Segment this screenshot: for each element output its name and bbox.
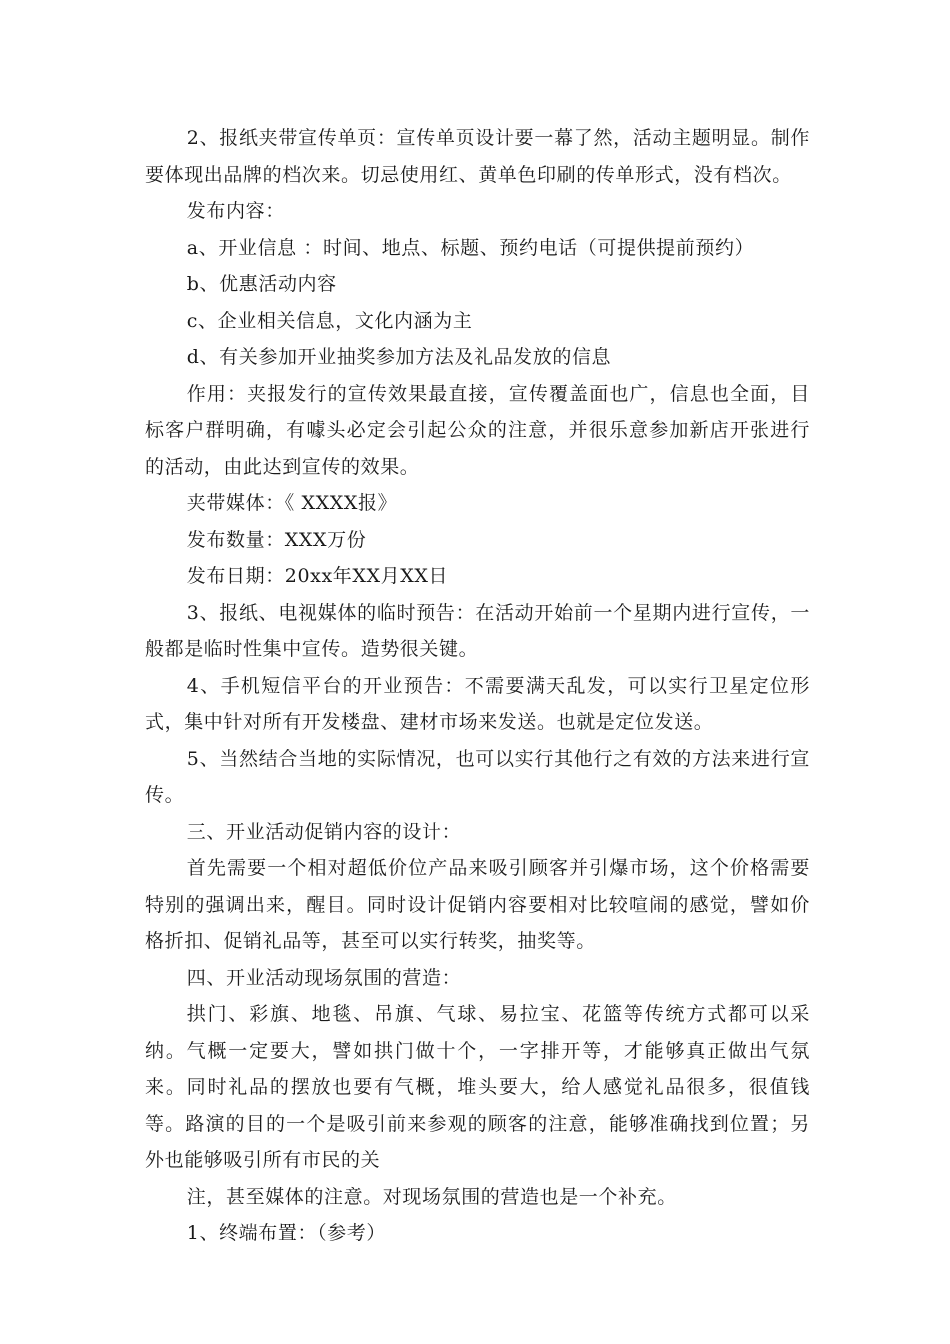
list-item-c: c、企业相关信息，文化内涵为主	[186, 309, 473, 332]
document-body	[145, 120, 810, 1252]
paragraph-date: 发布日期：20xx年XX月XX日	[186, 565, 449, 587]
paragraph-sms-preview: 4、手机短信平台的开业预告：不需要满天乱发，可以实行卫星定位形式，集中针对所有开发楼盘、建材市场来发送。也就是定位发送。	[145, 674, 810, 733]
list-item-a: a、开业信息 ：时间、地点、标题、预约电话（可提供提前预约）	[186, 236, 755, 259]
paragraph-quantity: 发布数量：XXX万份	[186, 528, 367, 551]
paragraph-media: 夹带媒体：《 XXXX报》	[186, 492, 398, 514]
list-item-d: d、有关参加开业抽奖参加方法及礼品发放的信息	[186, 346, 612, 368]
section-heading-atmosphere: 四、开业活动现场氛围的营造：	[186, 966, 462, 989]
paragraph-publish-content: 发布内容：	[186, 200, 285, 222]
paragraph-promotion: 首先需要一个相对超低价位产品来吸引顾客并引爆市场，这个价格需要特别的强调出来，醒目。同时设计促销内容要相对比较喧闹的感觉，譬如价格折扣、促销礼品等，甚至可以实行转奖，抽奖等。	[145, 857, 810, 952]
list-item-b: b、优惠活动内容	[186, 273, 337, 295]
paragraph-atmosphere-continued: 注，甚至媒体的注意。对现场氛围的营造也是一个补充。	[186, 1185, 677, 1208]
paragraph-flyer-insert: 2、报纸夹带宣传单页：宣传单页设计要一幕了然，活动主题明显。制作要体现出品牌的档次来。切忌使用红、黄单色印刷的传单形式，没有档次。	[145, 127, 810, 186]
paragraph-terminal-layout: 1、终端布置：（参考）	[186, 1222, 386, 1244]
paragraph-local-methods: 5、当然结合当地的实际情况，也可以实行其他行之有效的方法来进行宣传。	[145, 747, 810, 806]
paragraph-tv-preview: 3、报纸、电视媒体的临时预告：在活动开始前一个星期内进行宣传，一般都是临时性集中宣传。造势很关键。	[145, 601, 810, 660]
paragraph-effect: 作用：夹报发行的宣传效果最直接，宣传覆盖面也广，信息也全面，目标客户群明确，有噱头必定会引起公众的注意，并很乐意参加新店开张进行的活动，由此达到宣传的效果。	[145, 382, 810, 478]
section-heading-promotion: 三、开业活动促销内容的设计：	[186, 820, 462, 843]
paragraph-atmosphere: 拱门、彩旗、地毯、吊旗、气球、易拉宝、花篮等传统方式都可以采纳。气概一定要大，譬如拱门做十个，一字排开等，才能够真正做出气氛来。同时礼品的摆放也要有气概，堆头要大，给人感觉礼品很多，很值钱等。路演的目的一个是吸引前来参观的顾客的注意，能够准确找到位置；另外也能够吸引所有市民的关	[145, 1003, 810, 1171]
